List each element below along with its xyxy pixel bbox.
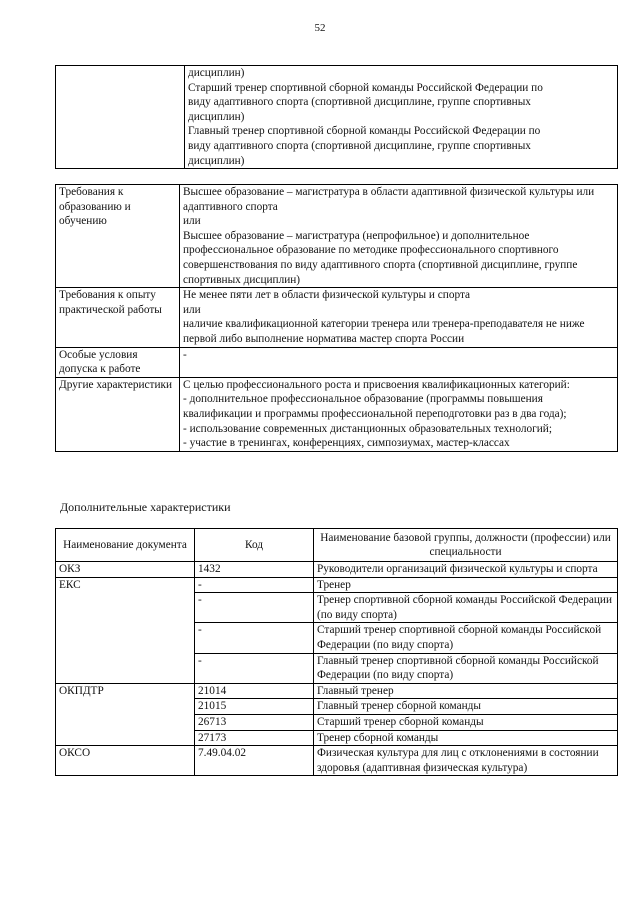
row-label: Особые условия допуска к работе — [56, 347, 180, 377]
content-line: Главный тренер спортивной сборной команды Российской Федерации по — [188, 125, 541, 138]
document-cell: ЕКС — [56, 577, 195, 593]
table-row — [56, 699, 618, 715]
name-cell: Тренер сборной команды — [314, 730, 618, 746]
table-row — [56, 746, 618, 776]
continuation-content — [185, 66, 618, 169]
row-content — [180, 185, 618, 288]
code-cell: - — [195, 593, 314, 623]
table-row — [56, 593, 618, 623]
code-cell: 7.49.04.02 — [195, 746, 314, 776]
table-row — [56, 623, 618, 653]
row-content — [180, 377, 618, 451]
table-row — [56, 185, 618, 288]
table-row — [56, 377, 618, 451]
characteristics-table — [55, 528, 618, 776]
table-row — [56, 653, 618, 683]
code-cell: - — [195, 577, 314, 593]
content-line: С целью профессионального роста и присвоения квалификационных категорий: — [183, 378, 570, 391]
code-cell: 1432 — [195, 562, 314, 578]
name-cell: Тренер — [314, 577, 618, 593]
row-label: Другие характеристики — [56, 377, 180, 451]
column-header-code: Код — [195, 529, 314, 562]
table-row — [56, 577, 618, 593]
name-cell: Главный тренер сборной команды — [314, 699, 618, 715]
code-cell: - — [195, 653, 314, 683]
content-line: - использование современных дистанционных образовательных технологий; — [183, 422, 552, 435]
table-row — [56, 683, 618, 699]
document-cell — [56, 623, 195, 653]
row-content — [180, 288, 618, 347]
content-line: дисциплин) — [188, 154, 245, 167]
empty-label-cell — [56, 66, 185, 169]
content-line: дисциплин) — [188, 110, 245, 123]
table-row — [56, 66, 618, 169]
column-header-document: Наименование документа — [56, 529, 195, 562]
document-cell — [56, 714, 195, 730]
name-cell: Главный тренер — [314, 683, 618, 699]
code-cell: 21015 — [195, 699, 314, 715]
column-header-name: Наименование базовой группы, должности (профессии) или специальности — [314, 529, 618, 562]
section-heading: Дополнительные характеристики — [60, 500, 231, 514]
table-row — [56, 347, 618, 377]
content-line: Высшее образование – магистратура (непрофильное) и дополнительное профессиональное образование по методике профессионального спортивного совершенствования по виду адаптивного спорта (спортивной дисциплине, группе спортивных дисциплин) — [183, 229, 578, 286]
row-label: Требования к образованию и обучению — [56, 185, 180, 288]
code-cell: 27173 — [195, 730, 314, 746]
page-number: 52 — [314, 22, 326, 34]
content-line: - — [183, 348, 187, 361]
content-line: Высшее образование – магистратура в области адаптивной физической культуры или адаптивного спорта — [183, 186, 595, 213]
table-row — [56, 730, 618, 746]
code-cell: 26713 — [195, 714, 314, 730]
name-cell: Руководители организаций физической культуры и спорта — [314, 562, 618, 578]
content-line: или — [183, 215, 201, 228]
table-row — [56, 562, 618, 578]
name-cell: Тренер спортивной сборной команды Российской Федерации (по виду спорта) — [314, 593, 618, 623]
code-cell: 21014 — [195, 683, 314, 699]
name-cell: Старший тренер сборной команды — [314, 714, 618, 730]
continuation-table — [55, 65, 618, 169]
content-line: виду адаптивного спорта (спортивной дисциплине, группе спортивных — [188, 139, 531, 152]
document-cell: ОКЗ — [56, 562, 195, 578]
document-cell — [56, 730, 195, 746]
content-line: дисциплин) — [188, 67, 245, 79]
content-line: - дополнительное профессиональное образование (программы повышения квалификации и программы профессиональной переподготовки раз в два года); — [183, 393, 567, 420]
content-line: наличие квалификационной категории тренера или тренера-преподавателя не ниже первой либо выполнение норматива мастер спорта России — [183, 318, 585, 345]
row-label: Требования к опыту практической работы — [56, 288, 180, 347]
name-cell: Старший тренер спортивной сборной команды Российской Федерации (по виду спорта) — [314, 623, 618, 653]
table-row — [56, 288, 618, 347]
name-cell: Физическая культура для лиц с отклонениями в состоянии здоровья (адаптивная физическая культура) — [314, 746, 618, 776]
requirements-table — [55, 184, 618, 452]
row-content — [180, 347, 618, 377]
name-cell: Главный тренер спортивной сборной команды Российской Федерации (по виду спорта) — [314, 653, 618, 683]
content-line: или — [183, 303, 201, 316]
content-line: Старший тренер спортивной сборной команды Российской Федерации по — [188, 81, 543, 94]
document-cell — [56, 699, 195, 715]
content-line: Не менее пяти лет в области физической культуры и спорта — [183, 289, 471, 302]
document-cell: ОКСО — [56, 746, 195, 776]
content-line: виду адаптивного спорта (спортивной дисциплине, группе спортивных — [188, 96, 531, 109]
document-cell: ОКПДТР — [56, 683, 195, 699]
code-cell: - — [195, 623, 314, 653]
document-cell — [56, 653, 195, 683]
table-row — [56, 714, 618, 730]
document-cell — [56, 593, 195, 623]
header-row — [56, 529, 618, 562]
content-line: - участие в тренингах, конференциях, симпозиумах, мастер-классах — [183, 437, 510, 450]
